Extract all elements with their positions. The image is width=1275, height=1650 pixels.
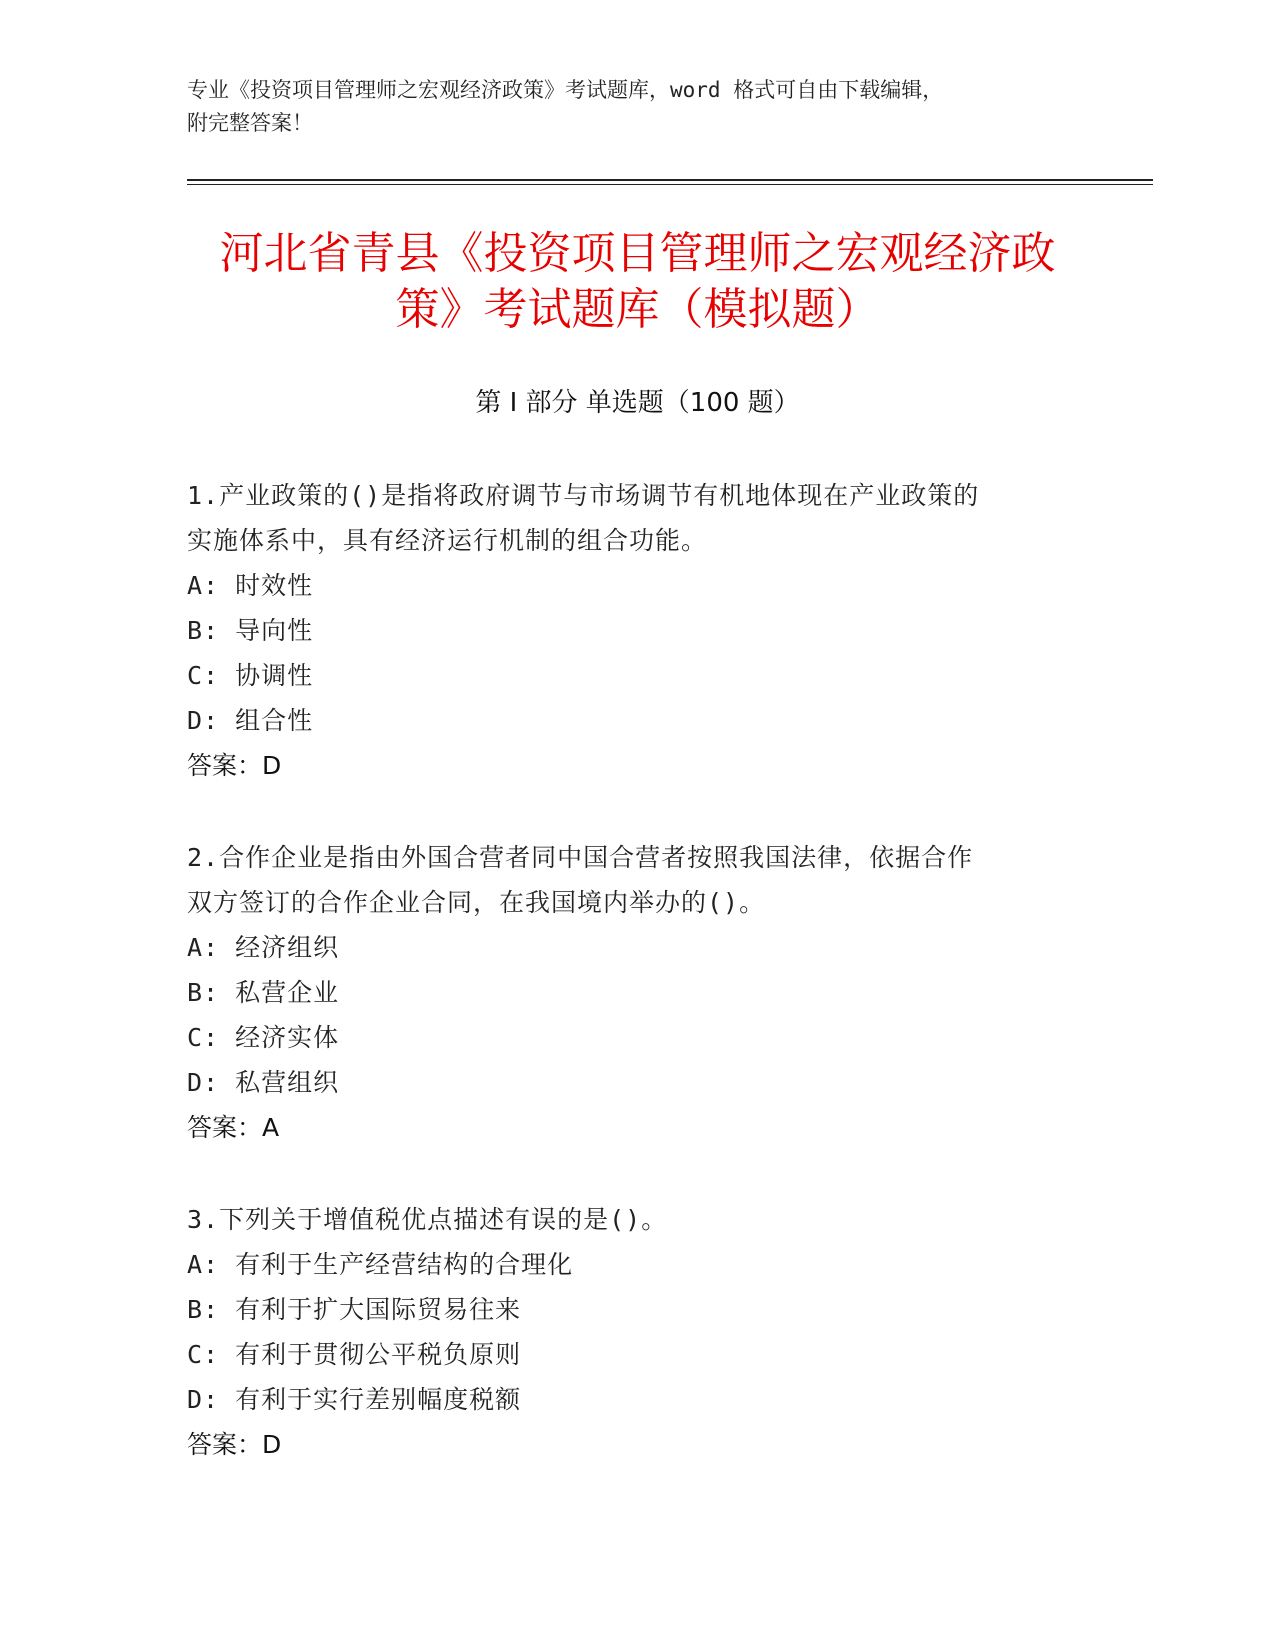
- option-a: A: 经济组织: [187, 933, 340, 962]
- option-a: A: 时效性: [187, 571, 314, 600]
- question-stem-line: 3.下列关于增值税优点描述有误的是()。: [187, 1205, 668, 1234]
- answer-text: 答案：A: [187, 1113, 280, 1142]
- question-stem-line: 实施体系中，具有经济运行机制的组合功能。: [187, 526, 708, 555]
- question-1: [187, 473, 1087, 788]
- answer-text: 答案：D: [187, 751, 282, 780]
- header-note: [187, 74, 1067, 140]
- question-3: [187, 1197, 1087, 1467]
- option-b: B: 导向性: [187, 616, 314, 645]
- header-divider-thick: [187, 179, 1153, 181]
- option-a: A: 有利于生产经营结构的合理化: [187, 1250, 574, 1279]
- option-c: C: 协调性: [187, 661, 314, 690]
- question-stem-line: 双方签订的合作企业合同，在我国境内举办的()。: [187, 888, 766, 917]
- question-2: [187, 835, 1087, 1150]
- option-b: B: 有利于扩大国际贸易往来: [187, 1295, 522, 1324]
- section-title: 第 I 部分 单选题（100 题）: [475, 388, 800, 418]
- option-b: B: 私营企业: [187, 978, 340, 1007]
- document-title: [140, 226, 1135, 338]
- question-stem-line: 1.产业政策的()是指将政府调节与市场调节有机地体现在产业政策的: [187, 481, 980, 510]
- answer-text: 答案：D: [187, 1430, 282, 1459]
- option-d: D: 有利于实行差别幅度税额: [187, 1385, 522, 1414]
- option-d: D: 私营组织: [187, 1068, 340, 1097]
- document-title-line-2: 策》考试题库（模拟题）: [395, 284, 880, 335]
- option-c: C: 经济实体: [187, 1023, 340, 1052]
- document-title-line-1: 河北省青县《投资项目管理师之宏观经济政: [219, 228, 1056, 279]
- option-c: C: 有利于贯彻公平税负原则: [187, 1340, 522, 1369]
- option-d: D: 组合性: [187, 706, 314, 735]
- header-note-line-2: 附完整答案！: [187, 111, 313, 135]
- header-divider-thin: [187, 184, 1153, 185]
- header-note-line-1: 专业《投资项目管理师之宏观经济政策》考试题库，word 格式可自由下载编辑，: [187, 78, 944, 102]
- question-stem-line: 2.合作企业是指由外国合营者同中国合营者按照我国法律，依据合作: [187, 843, 974, 872]
